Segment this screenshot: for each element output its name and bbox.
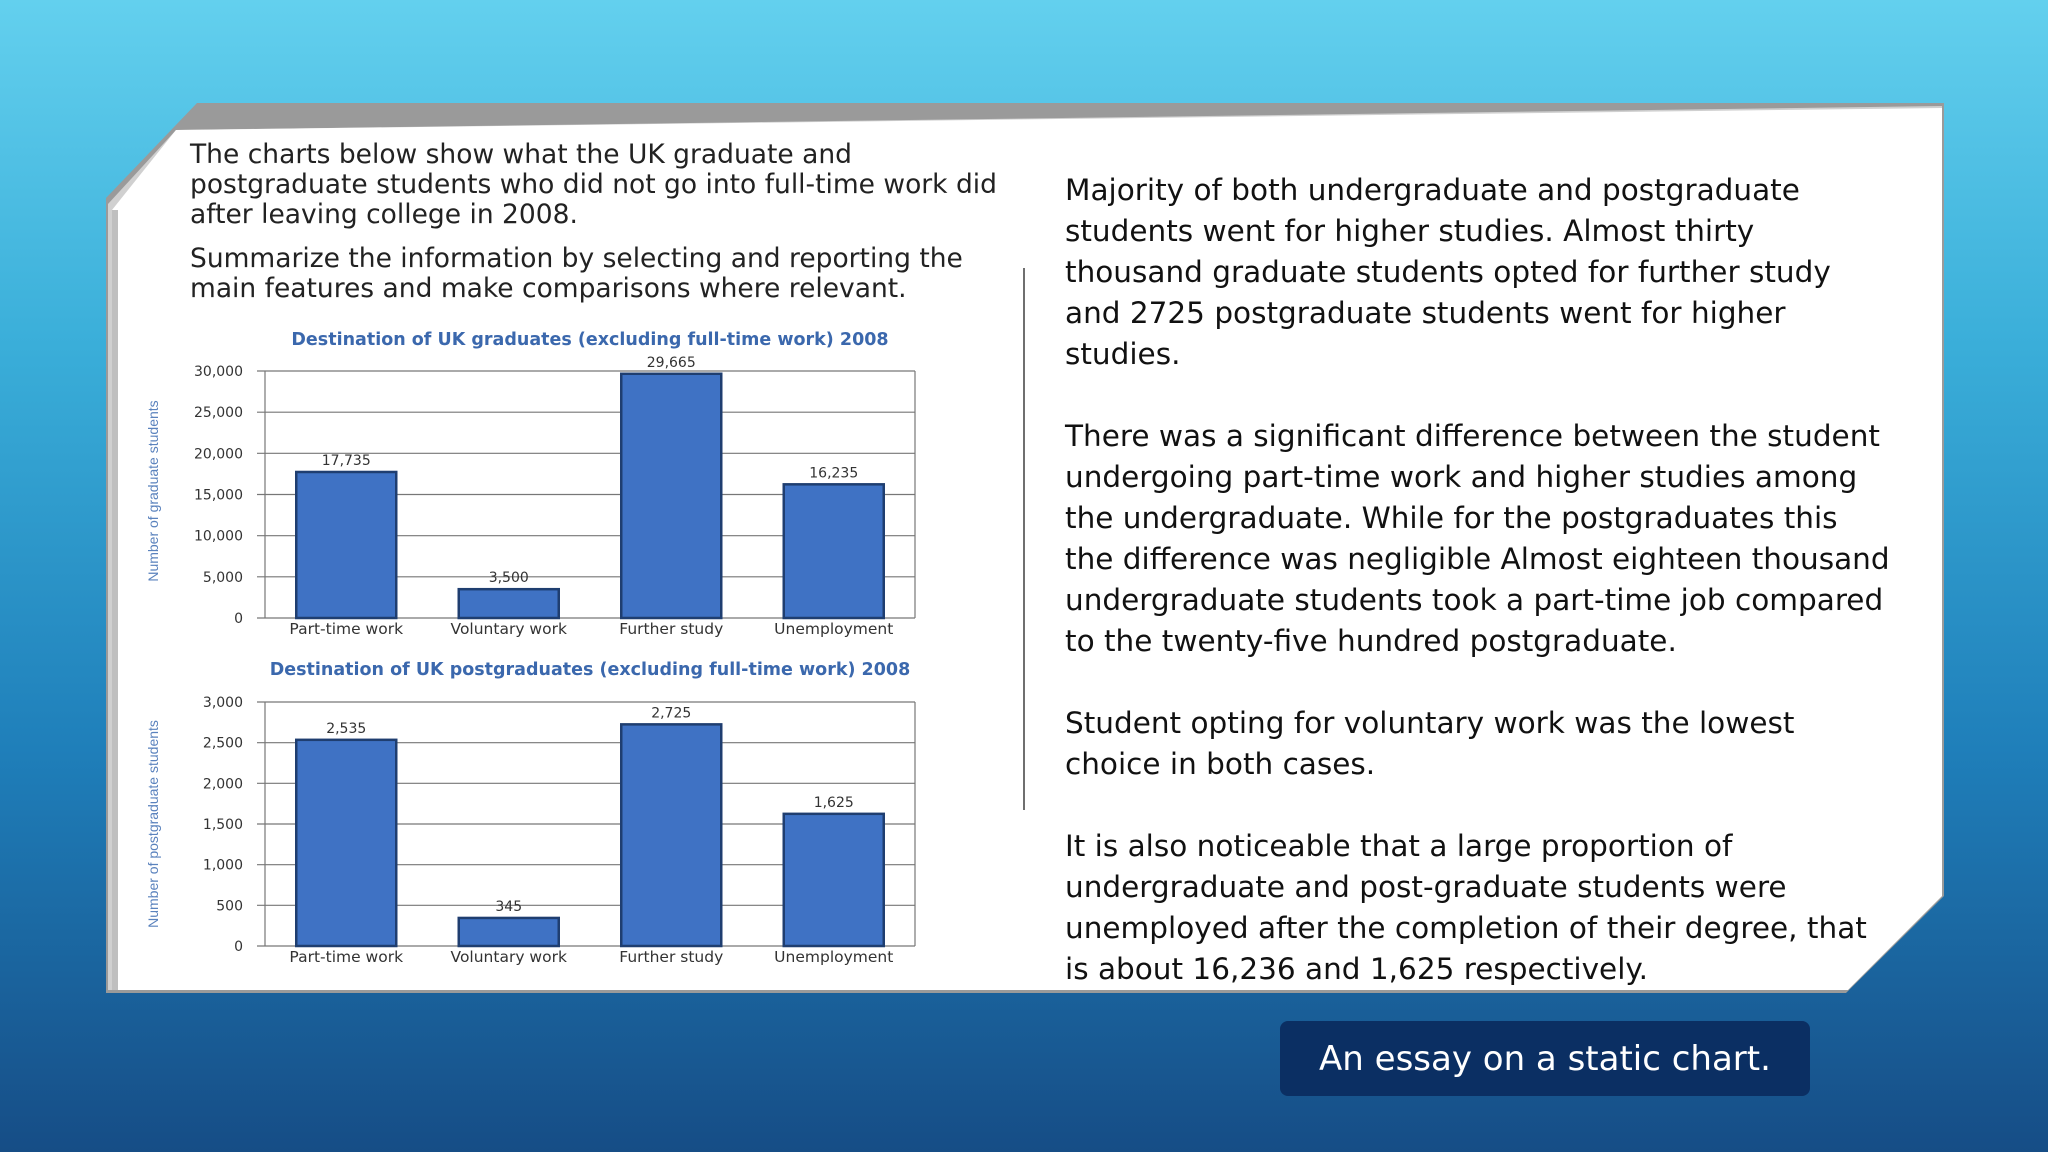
bar xyxy=(621,724,721,946)
bar xyxy=(296,472,396,618)
x-tick-label: Further study xyxy=(619,620,724,638)
data-label: 345 xyxy=(495,898,523,915)
chart-title: Destination of UK graduates (excluding full-time work) 2008 xyxy=(291,330,889,350)
divider xyxy=(1023,268,1025,810)
y-axis-label: Number of postgraduate students xyxy=(145,720,161,928)
data-label: 17,735 xyxy=(321,452,371,469)
y-tick-label: 2,000 xyxy=(202,776,243,793)
x-tick-label: Part-time work xyxy=(289,948,404,966)
bar xyxy=(459,589,559,618)
bar xyxy=(459,918,559,946)
data-label: 16,235 xyxy=(809,465,859,482)
essay-paragraph: There was a significant difference between the student undergoing part-time work and higher studies among the undergraduate. While for the postgraduates this the difference was negligible Almost eighteen thousand undergraduate students took a part-time job compared to the twenty-five hundred postgraduate. xyxy=(1065,419,1890,658)
y-tick-label: 5,000 xyxy=(202,569,243,586)
bar xyxy=(296,740,396,946)
task-paragraph-1: The charts below show what the UK graduate and postgraduate students who did not go into full-time work did after leaving college in 2008. xyxy=(190,139,997,230)
data-label: 3,500 xyxy=(488,570,529,587)
x-tick-label: Unemployment xyxy=(774,620,894,638)
y-tick-label: 1,500 xyxy=(202,817,243,833)
y-tick-label: 3,000 xyxy=(202,695,243,711)
graduates-bar-chart xyxy=(145,330,915,638)
y-tick-label: 20,000 xyxy=(194,446,243,463)
x-tick-label: Further study xyxy=(619,948,724,966)
x-tick-label: Voluntary work xyxy=(450,620,567,638)
caption-text: An essay on a static chart. xyxy=(1319,1038,1771,1079)
data-label: 1,625 xyxy=(813,794,854,811)
task-paragraph-2: Summarize the information by selecting and reporting the main features and make comparisons where relevant. xyxy=(190,243,963,304)
y-axis-label: Number of graduate students xyxy=(145,400,161,582)
bar xyxy=(784,814,884,946)
x-tick-label: Unemployment xyxy=(774,948,894,966)
x-tick-label: Part-time work xyxy=(289,620,404,638)
essay-text xyxy=(1065,170,1895,1031)
essay-paragraph: It is also noticeable that a large proportion of undergraduate and post-graduate students were unemployed after the completion of their degree, that is about 16,236 and 1,625 respectively. xyxy=(1065,829,1867,986)
y-tick-label: 15,000 xyxy=(194,487,243,504)
caption-banner xyxy=(1280,1021,1810,1096)
chart-title: Destination of UK postgraduates (excluding full-time work) 2008 xyxy=(269,660,911,680)
y-tick-label: 0 xyxy=(234,611,243,627)
y-tick-label: 25,000 xyxy=(194,405,243,422)
y-tick-label: 2,500 xyxy=(202,735,243,752)
data-label: 2,535 xyxy=(326,720,367,737)
bar xyxy=(621,374,721,618)
y-tick-label: 1,000 xyxy=(202,857,243,874)
data-label: 2,725 xyxy=(651,705,692,722)
essay-paragraph: Student opting for voluntary work was the lowest choice in both cases. xyxy=(1065,706,1795,781)
y-tick-label: 10,000 xyxy=(194,528,243,545)
postgraduates-bar-chart xyxy=(145,660,915,966)
y-tick-label: 500 xyxy=(216,898,243,915)
y-tick-label: 30,000 xyxy=(194,364,243,380)
bar xyxy=(784,484,884,618)
data-label: 29,665 xyxy=(646,354,696,371)
essay-paragraph: Majority of both undergraduate and postgraduate students went for higher studies. Almost thirty thousand graduate students opted for further study and 2725 postgraduate students went for higher studies. xyxy=(1065,173,1831,371)
y-tick-label: 0 xyxy=(234,939,243,955)
x-tick-label: Voluntary work xyxy=(450,948,567,966)
